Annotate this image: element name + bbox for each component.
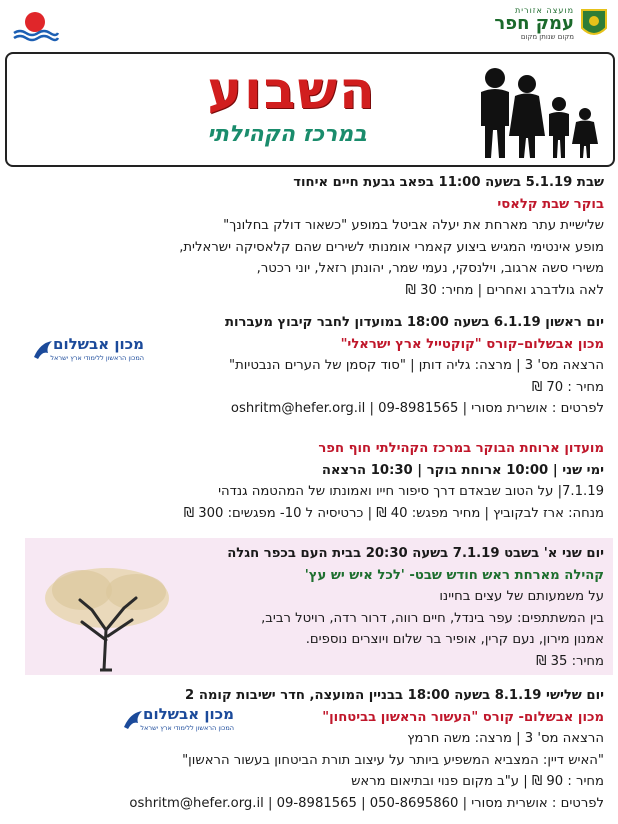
avshalom-logo [30,334,148,372]
event-title: מכון אבשלום–קורס "קוקטייל ארץ ישראלי" [340,336,604,352]
event-block [14,438,604,524]
bird-icon [32,337,54,367]
event-title: מכון אבשלום- קורס "העשור הראשון בביטחון" [322,709,604,725]
header-banner [5,52,615,167]
event-contact: לפרטים : אושרית מסורי | 050-8695860 | 09-8981565 | oshritm@hefer.org.il [129,795,604,811]
avshalom-logo-tagline: המכון הראשון ללימודי ארץ ישראל [50,354,144,362]
event-contact: לפרטים : אושרית מסורי | 09-8981565 | oshritm@hefer.org.il [230,401,604,416]
avshalom-logo-name: מכון אבשלום [53,335,144,353]
event-block [14,543,604,672]
event-text: 7.1.19| על הטוב שבאדם דרך סיפור חייו ואמונתו של המהטמה גנדהי [218,484,604,499]
event-heading: יום שלישי 8.1.19 בשעה 18:00 בבניין המועצה, חדר ישיבות קומה 2 [185,688,604,703]
event-text: מחיר : 90 ₪ | ע"ב מקום פנוי ובתיאום מראש [351,774,604,789]
event-text: שלישיית עתר מארחת את יעלה אביטל במופע "כשאור דולק בחלונך" [223,218,604,233]
event-title: קהילה מארחת ראש חודש שבט- 'לכל איש יש עץ' [304,567,604,583]
council-small-label: מועצה אזורית [515,6,574,15]
event-heading: יום שני א' בשבט 7.1.19 בשעה 20:30 בבית העם בכפר חגלה [227,546,604,561]
event-text: מחיר: 35 ₪ [536,653,604,669]
event-block [14,172,604,301]
event-text: משירי סשה ארגוב, וילנסקי, נעמי שמר, יהונתן רזאל, יוני רכטר, [256,261,604,276]
event-heading: ימי שני | 10:00 ארוחת בוקר | 10:30 הרצאה [321,462,604,478]
event-text: לאה גולדברג ואחרים | מחיר: 30 ₪ [405,282,604,298]
council-tagline: מקום שנותן מקום [520,33,574,41]
event-text: אמנון מירון, נעם קרין, אופיר בר שלום ויוצרים נוספים. [305,632,604,647]
avshalom-logo-name: מכון אבשלום [143,705,234,723]
event-text: בין המשתתפים: עפר בינדל, חיים רווה, דרור רדה, רויטל רביב, [261,610,604,626]
council-name: עמק חפר [494,13,574,34]
council-logo [488,4,608,44]
event-heading: שבת 5.1.19 בשעה 11:00 בפאב גבעת חיים איחוד [293,175,604,190]
event-heading: יום ראשון 6.1.19 בשעה 18:00 במועדון לחבר קיבוץ מעברות [225,315,604,330]
event-text: על משמעותם של עצים בחיינו [439,589,604,604]
page-title: השבוע [207,61,377,121]
event-text: מופע אינטימי המגיש ביצוע קאמרי אומנותי לשירים שהם קלאסיקה ישראלית, [179,239,604,255]
avshalom-logo-tagline: המכון הראשון ללימודי ארץ ישראל [140,724,234,732]
avshalom-logo [120,704,238,742]
council-emblem-icon [580,8,608,40]
event-text: "האיש דיין: המצביא המשפיע ביותר על עיצוב תורת הביטחון בעשור הראשון" [182,752,604,768]
event-title: בוקר שבת קלאסי [497,196,604,212]
bird-icon [122,707,144,737]
family-silhouette-icon [475,64,605,160]
event-text: הרצאה מס' 3 | מרצה: משה חרמץ [407,731,604,746]
event-text: הרצאה מס' 3 | מרצה: גליה דותן | "סוד קסמן של הערים הנבטיות" [229,358,604,373]
page-subtitle: במרכז הקהילתי [207,122,367,147]
community-center-logo [8,6,62,46]
event-text: מנחה: ארז לבקוביץ | מחיר מפגש: 40 ₪ | כרטיסיה ל 10- מפגשים: 300 ₪ [183,505,604,521]
event-block [14,685,604,814]
event-title: מועדון ארוחת הבוקר במרכז הקהילתי חוף חפר [318,441,604,456]
event-text: מחיר : 70 ₪ [531,379,604,395]
